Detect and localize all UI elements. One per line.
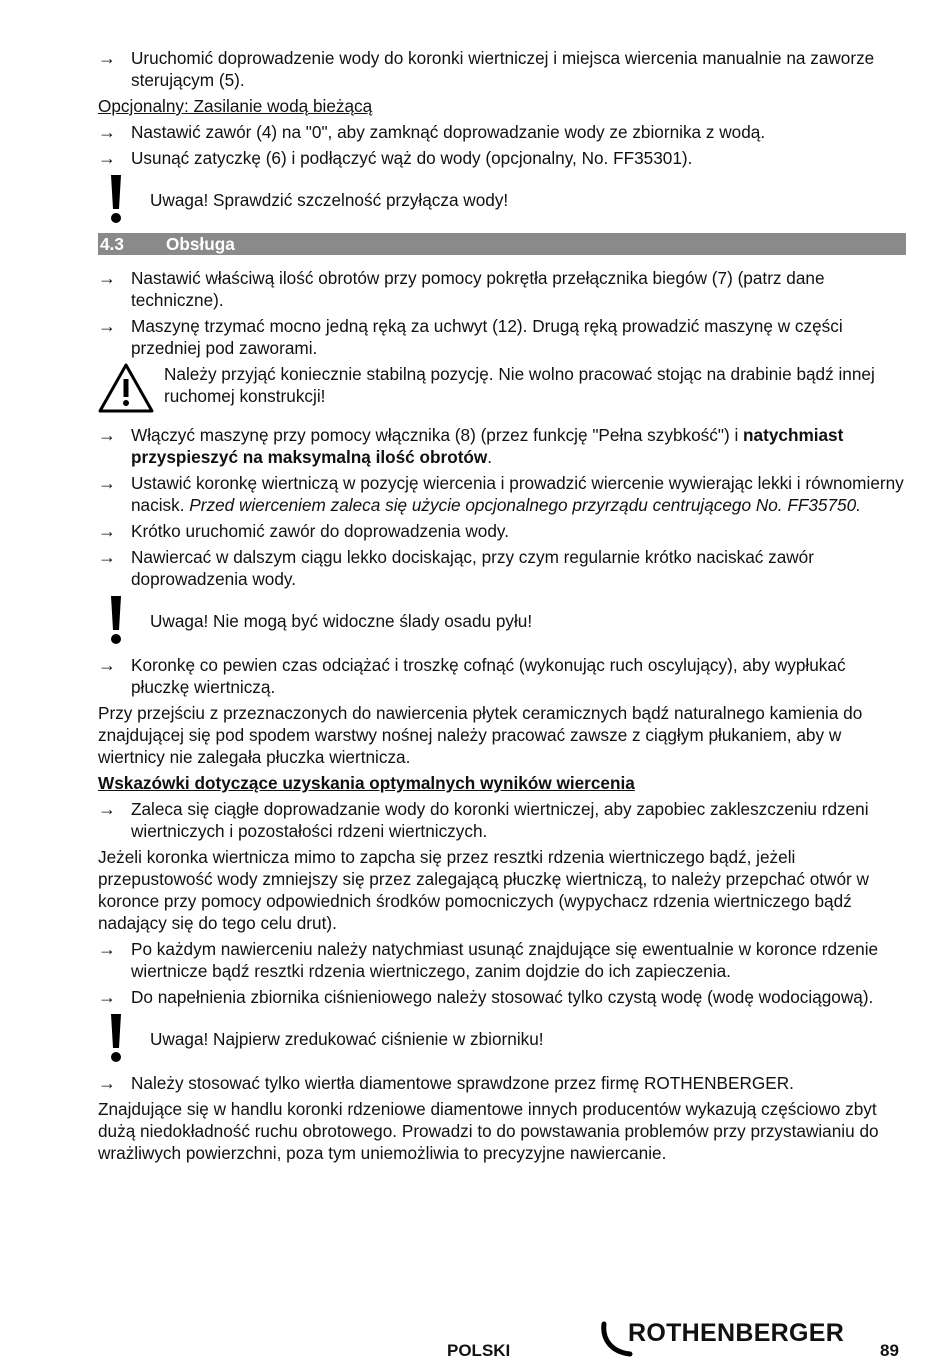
list-item-text: Do napełnienia zbiornika ciśnieniowego należy stosować tylko czystą wodę (wodę wodociągową).	[131, 987, 874, 1007]
list-item	[98, 798, 906, 842]
arrow-right-icon: →	[98, 48, 116, 68]
arrow-right-icon: →	[98, 939, 116, 959]
exclamation-icon	[98, 1014, 150, 1064]
exclamation-icon	[98, 596, 150, 646]
list-item	[98, 520, 906, 542]
warning-note	[98, 363, 906, 418]
list-item-text: Nawiercać w dalszym ciągu lekko dociskając, przy czym regularnie krótko naciskać zawór doprowadzenia wody.	[131, 547, 814, 589]
page-content	[98, 47, 906, 1168]
arrow-right-icon: →	[98, 148, 116, 168]
list-item-text: Krótko uruchomić zawór do doprowadzenia wody.	[131, 521, 509, 541]
list-item	[98, 472, 906, 516]
warning-text: Należy przyjąć koniecznie stabilną pozycję. Nie wolno pracować stojąc na drabinie bądź innej ruchomej konstrukcji!	[164, 364, 875, 406]
caution-note	[98, 1014, 906, 1064]
text-segment: Włączyć maszynę przy pomocy włącznika (8) (przez funkcję "Pełna szybkość") i	[131, 425, 744, 445]
caution-text: Uwaga! Nie mogą być widoczne ślady osadu pyłu!	[150, 611, 533, 631]
section-number: 4.3	[100, 234, 124, 254]
list-item	[98, 147, 906, 169]
list-item	[98, 121, 906, 143]
arrow-right-icon: →	[98, 425, 116, 445]
arrow-right-icon: →	[98, 316, 116, 336]
list-item-text: Maszynę trzymać mocno jedną ręką za uchwyt (12). Drugą ręką prowadzić maszynę w części przedniej pod zaworami.	[131, 316, 843, 358]
arrow-right-icon: →	[98, 268, 116, 288]
optional-heading: Opcjonalny: Zasilanie wodą bieżącą	[98, 96, 373, 116]
list-item-text: Nastawić właściwą ilość obrotów przy pomocy pokrętła przełącznika biegów (7) (patrz dane techniczne).	[131, 268, 825, 310]
exclamation-icon	[98, 175, 150, 225]
list-item	[98, 986, 906, 1008]
list-item	[98, 1072, 906, 1094]
list-item	[98, 315, 906, 359]
arrow-right-icon: →	[98, 473, 116, 493]
paragraph: Jeżeli koronka wiertnicza mimo to zapcha się przez resztki rdzenia wiertniczego bądź, jeżeli przepustowość wody zmniejszy się przez zalegającą płuczkę wiertniczą, to należy przepchać otwór w koronce przy pomocy odpowiednich środków pomocniczych (wypychacz rdzenia wiertniczego bądź nadający się do tego celu drut).	[98, 847, 869, 933]
list-item-text: Zaleca się ciągłe doprowadzanie wody do koronki wiertniczej, aby zapobiec zakleszczeniu rdzeni wiertniczych i pozostałości rdzeni wiertniczych.	[131, 799, 869, 841]
list-item	[98, 654, 906, 698]
arrow-right-icon: →	[98, 987, 116, 1007]
list-item-text: Nastawić zawór (4) na "0", aby zamknąć doprowadzanie wody ze zbiornika z wodą.	[131, 122, 766, 142]
arrow-right-icon: →	[98, 655, 116, 675]
warning-triangle-icon	[98, 363, 164, 418]
tips-heading: Wskazówki dotyczące uzyskania optymalnych wyników wiercenia	[98, 773, 635, 793]
list-item-text: Uruchomić doprowadzenie wody do koronki wiertniczej i miejsca wiercenia manualnie na zaworze sterującym (5).	[131, 48, 875, 90]
footer-language: POLSKI	[447, 1341, 511, 1360]
brand-logo-text: ROTHENBERGER	[628, 1319, 845, 1347]
section-title: Obsługa	[166, 234, 235, 254]
list-item-text: Po każdym nawierceniu należy natychmiast usunąć znajdujące się ewentualnie w koronce rdzenie wiertnicze bądź resztki rdzenia wiertniczego, zanim dojdzie do ich zapieczenia.	[131, 939, 879, 981]
caution-note	[98, 175, 906, 225]
caution-text: Uwaga! Sprawdzić szczelność przyłącza wody!	[150, 190, 509, 210]
list-item	[98, 267, 906, 311]
list-item	[98, 424, 906, 468]
page-number: 89	[880, 1341, 899, 1360]
section-header	[98, 233, 906, 255]
text-segment: .	[487, 447, 493, 467]
list-item-text	[131, 424, 906, 468]
caution-text: Uwaga! Najpierw zredukować ciśnienie w zbiorniku!	[150, 1029, 544, 1049]
italic-text: Przed wierceniem zaleca się użycie opcjonalnego przyrządu centrującego No. FF35750.	[189, 495, 861, 515]
arrow-right-icon: →	[98, 799, 116, 819]
arrow-right-icon: →	[98, 521, 116, 541]
list-item	[98, 47, 906, 91]
list-item-text	[131, 472, 906, 516]
list-item-text: Należy stosować tylko wiertła diamentowe sprawdzone przez firmę ROTHENBERGER.	[131, 1073, 794, 1093]
list-item	[98, 938, 906, 982]
paragraph: Przy przejściu z przeznaczonych do nawiercenia płytek ceramicznych bądź naturalnego kamienia do znajdującej się pod spodem warstwy nośnej należy pracować zawsze z ciągłym płukaniem, aby w wiertnicy nie zalegała płuczka wiertnicza.	[98, 703, 863, 767]
list-item	[98, 546, 906, 590]
arrow-right-icon: →	[98, 122, 116, 142]
list-item-text: Usunąć zatyczkę (6) i podłączyć wąż do wody (opcjonalny, No. FF35301).	[131, 148, 693, 168]
list-item-text: Koronkę co pewien czas odciążać i troszkę cofnąć (wykonując ruch oscylujący), aby wypłukać płuczkę wiertniczą.	[131, 655, 846, 697]
text-segment: Ustawić koronkę wiertniczą w pozycję wiercenia i prowadzić wiercenie wywierając lekki i równomierny nacisk.	[131, 473, 904, 515]
caution-note	[98, 596, 906, 646]
paragraph: Znajdujące się w handlu koronki rdzeniowe diamentowe innych producentów wykazują częściowo zbyt dużą niedokładność ruchu obrotowego. Prowadzi to do powstawania problemów przy przystawianiu do wrażliwych powierzchni, poza tym uniemożliwia to precyzyjne nawiercanie.	[98, 1099, 879, 1163]
arrow-right-icon: →	[98, 1073, 116, 1093]
emphasis-text: natychmiast przyspieszyć na maksymalną ilość obrotów	[131, 425, 844, 467]
arrow-right-icon: →	[98, 547, 116, 567]
